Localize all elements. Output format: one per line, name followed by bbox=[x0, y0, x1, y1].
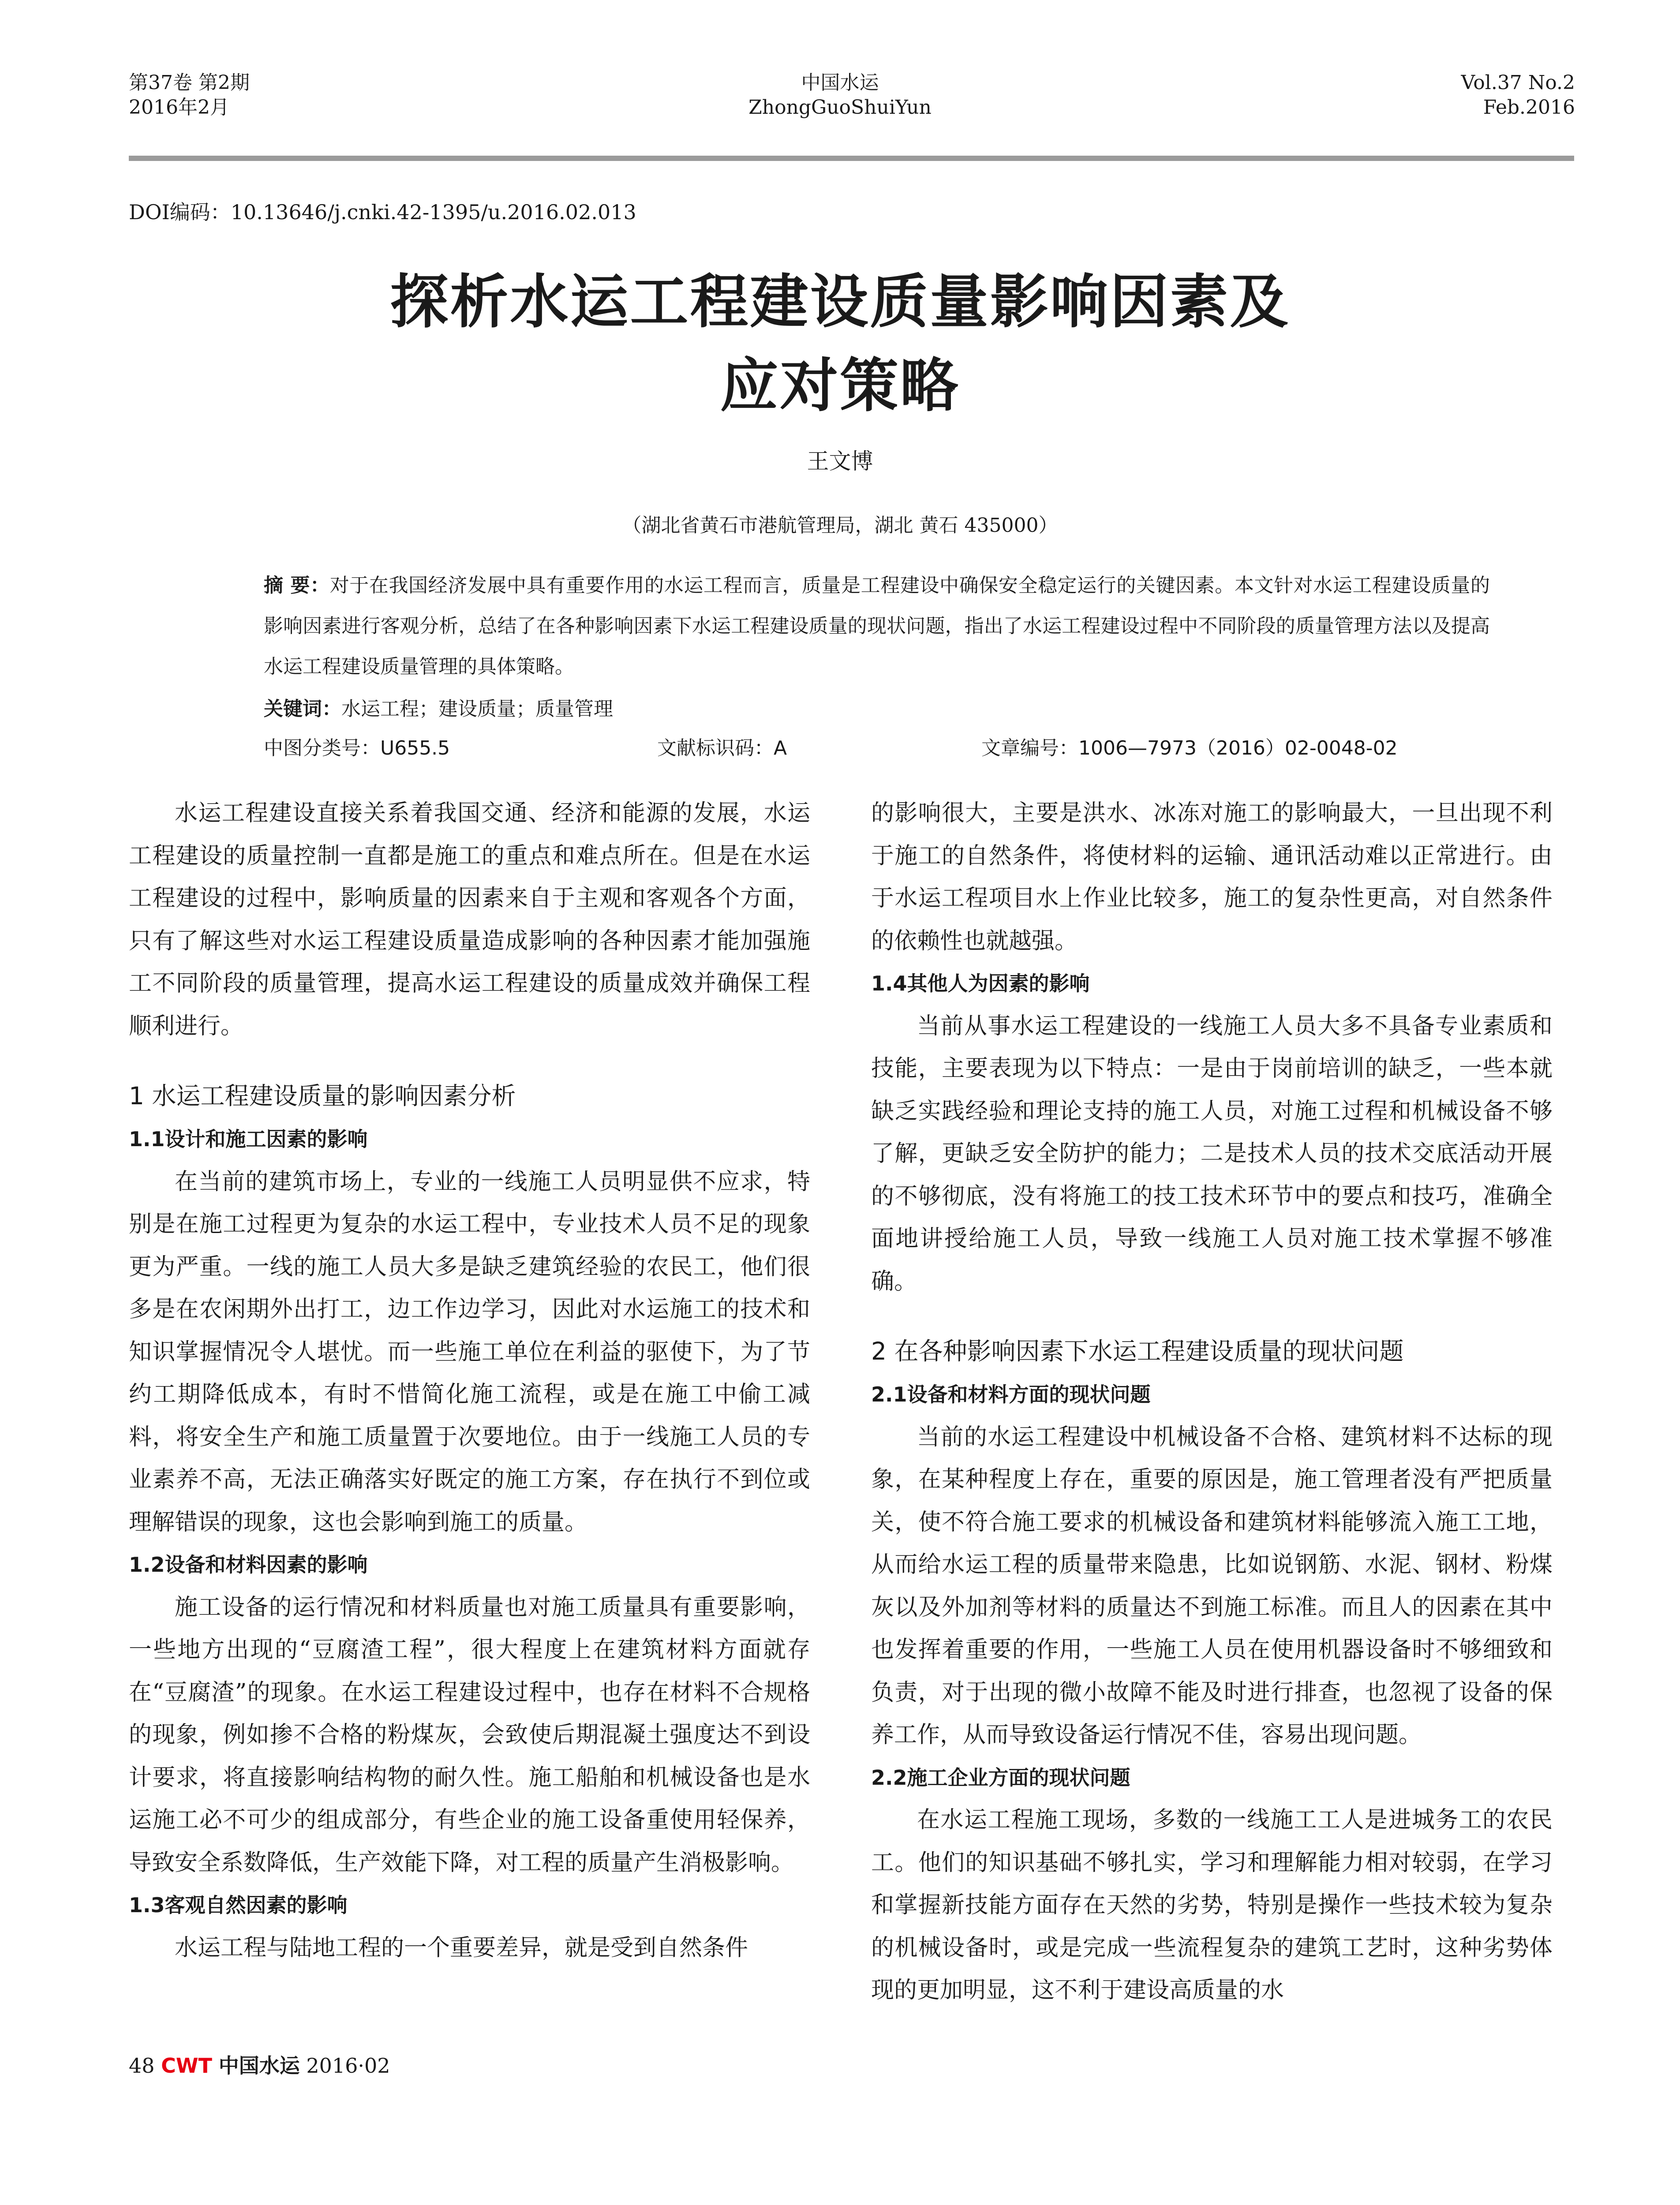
paragraph-1-1: 在当前的建筑市场上，专业的一线施工人员明显供不应求，特别是在施工过程更为复杂的水运工程中，专业技术人员不足的现象更为严重。一线的施工人员大多是缺乏建筑经验的农民工，他们很多是在农闲期外出打工，边工作边学习，因此对水运施工的技术和知识掌握情况令人堪忧。而一些施工单位在利益的驱使下，为了节约工期降低成本，有时不惜简化施工流程，或是在施工中偷工减料，将安全生产和施工质量置于次要地位。由于一线施工人员的专业素养不高，无法正确落实好既定的施工方案，存在执行不到位或理解错误的现象，这也会影响到施工的质量。 bbox=[129, 1168, 810, 1536]
paragraph-2-2: 在水运工程施工现场，多数的一线施工工人是进城务工的农民工。他们的知识基础不够扎实，学习和理解能力相对较弱，在学习和掌握新技能方面存在天然的劣势，特别是操作一些技术较为复杂的机械设备时，或是完成一些流程复杂的建筑工艺时，这种劣势体现的更加明显，这不利于建设高质量的水 bbox=[871, 1807, 1553, 2003]
section-1-heading: 1 水运工程建设质量的影响因素分析 bbox=[129, 1082, 516, 1110]
subsection-1-1-heading: 1.1设计和施工因素的影响 bbox=[129, 1127, 368, 1151]
article-title bbox=[0, 260, 1680, 428]
footer-issue: 2016·02 bbox=[306, 2054, 390, 2078]
keywords-label: 关键词： bbox=[264, 698, 341, 720]
abstract-text: 对于在我国经济发展中具有重要作用的水运工程而言，质量是工程建设中确保安全稳定运行的关键因素。本文针对水运工程建设质量的影响因素进行客观分析，总结了在各种影响因素下水运工程建设质量的现状问题，指出了水运工程建设过程中不同阶段的质量管理方法以及提高水运工程建设质量管理的具体策略。 bbox=[264, 574, 1490, 678]
subsection-1-4-heading: 1.4其他人为因素的影响 bbox=[871, 972, 1090, 995]
header-date-en: Feb.2016 bbox=[1483, 96, 1575, 119]
header-date: 2016年2月 bbox=[129, 96, 229, 119]
subsection-2-2-heading: 2.2施工企业方面的现状问题 bbox=[871, 1765, 1130, 1790]
intro-paragraph: 水运工程建设直接关系着我国交通、经济和能源的发展，水运工程建设的质量控制一直都是施工的重点和难点所在。但是在水运工程建设的过程中，影响质量的因素来自于主观和客观各个方面，只有了解这些对水运工程建设质量造成影响的各种因素才能加强施工不同阶段的质量管理，提高水运工程建设的质量成效并确保工程顺利进行。 bbox=[129, 800, 810, 1039]
keywords-text: 水运工程；建设质量；质量管理 bbox=[341, 698, 613, 720]
subsection-1-2-heading: 1.2设备和材料因素的影响 bbox=[129, 1553, 368, 1577]
paragraph-2-1: 当前的水运工程建设中机械设备不合格、建筑材料不达标的现象，在某种程度上存在，重要的原因是，施工管理者没有严把质量关，使不符合施工要求的机械设备和建筑材料能够流入施工工地，从而给水运工程的质量带来隐患，比如说钢筋、水泥、钢材、粉煤灰以及外加剂等材料的质量达不到施工标准。而且人的因素在其中也发挥着重要的作用，一些施工人员在使用机器设备时不够细致和负责，对于出现的微小故障不能及时进行排查，也忽视了设备的保养工作，从而导致设备运行情况不佳，容易出现问题。 bbox=[871, 1424, 1553, 1748]
left-column bbox=[129, 792, 810, 1969]
article-number: 文章编号：1006—7973（2016）02-0048-02 bbox=[981, 737, 1398, 759]
header-divider bbox=[129, 156, 1574, 161]
abstract-block bbox=[264, 565, 1490, 687]
subsection-1-3-heading: 1.3客观自然因素的影响 bbox=[129, 1893, 348, 1917]
doi-line: DOI编码：10.13646/j.cnki.42-1395/u.2016.02.013 bbox=[129, 200, 636, 224]
classification-number: 中图分类号：U655.5 bbox=[264, 737, 450, 759]
paragraph-1-2: 施工设备的运行情况和材料质量也对施工质量具有重要影响，一些地方出现的“豆腐渣工程”，很大程度上在建筑材料方面就存在“豆腐渣”的现象。在水运工程建设过程中，也存在材料不合规格的现象，例如掺不合格的粉煤灰，会致使后期混凝土强度达不到设计要求，将直接影响结构物的耐久性。施工船舶和机械设备也是水运施工必不可少的组成部分，有些企业的施工设备重使用轻保养，导致安全系数降低，生产效能下降，对工程的质量产生消极影响。 bbox=[129, 1594, 810, 1876]
paragraph-1-3: 水运工程与陆地工程的一个重要差异，就是受到自然条件 bbox=[175, 1934, 748, 1961]
page-number: 48 bbox=[129, 2054, 155, 2078]
cwt-logo: CWT bbox=[161, 2054, 213, 2078]
abstract-label: 摘 要： bbox=[264, 574, 330, 597]
right-column bbox=[871, 792, 1553, 2012]
header-volume: 第37卷 第2期 bbox=[129, 71, 250, 94]
keywords-block bbox=[264, 691, 613, 727]
author-affiliation: （湖北省黄石市港航管理局，湖北 黄石 435000） bbox=[622, 514, 1058, 537]
header-volume-en bbox=[1461, 71, 1575, 120]
header-journal-pinyin: ZhongGuoShuiYun bbox=[748, 96, 932, 119]
paragraph-1-3-continued: 的影响很大，主要是洪水、冰冻对施工的影响最大，一旦出现不利于施工的自然条件，将使材料的运输、通讯活动难以正常进行。由于水运工程项目水上作业比较多，施工的复杂性更高，对自然条件的依赖性也就越强。 bbox=[871, 800, 1553, 954]
page-footer bbox=[129, 2052, 390, 2079]
title-line-2: 应对策略 bbox=[720, 352, 960, 420]
author-name: 王文博 bbox=[807, 448, 873, 474]
section-2-heading: 2 在各种影响因素下水运工程建设质量的现状问题 bbox=[871, 1337, 1404, 1365]
header-journal-name bbox=[0, 71, 1680, 120]
paragraph-1-4: 当前从事水运工程建设的一线施工人员大多不具备专业素质和技能，主要表现为以下特点：一是由于岗前培训的缺乏，一些本就缺乏实践经验和理论支持的施工人员，对施工过程和机械设备不够了解，更缺乏安全防护的能力；二是技术人员的技术交底活动开展的不够彻底，没有将施工的技工技术环节中的要点和技巧，准确全面地讲授给施工人员，导致一线施工人员对施工技术掌握不够准确。 bbox=[871, 1013, 1553, 1295]
header-journal-cn: 中国水运 bbox=[801, 71, 879, 94]
document-code: 文献标识码：A bbox=[657, 737, 787, 759]
title-line-1: 探析水运工程建设质量影响因素及 bbox=[390, 268, 1290, 336]
footer-magazine-name: 中国水运 bbox=[218, 2054, 300, 2078]
subsection-2-1-heading: 2.1设备和材料方面的现状问题 bbox=[871, 1383, 1151, 1406]
header-vol-no: Vol.37 No.2 bbox=[1461, 71, 1575, 94]
